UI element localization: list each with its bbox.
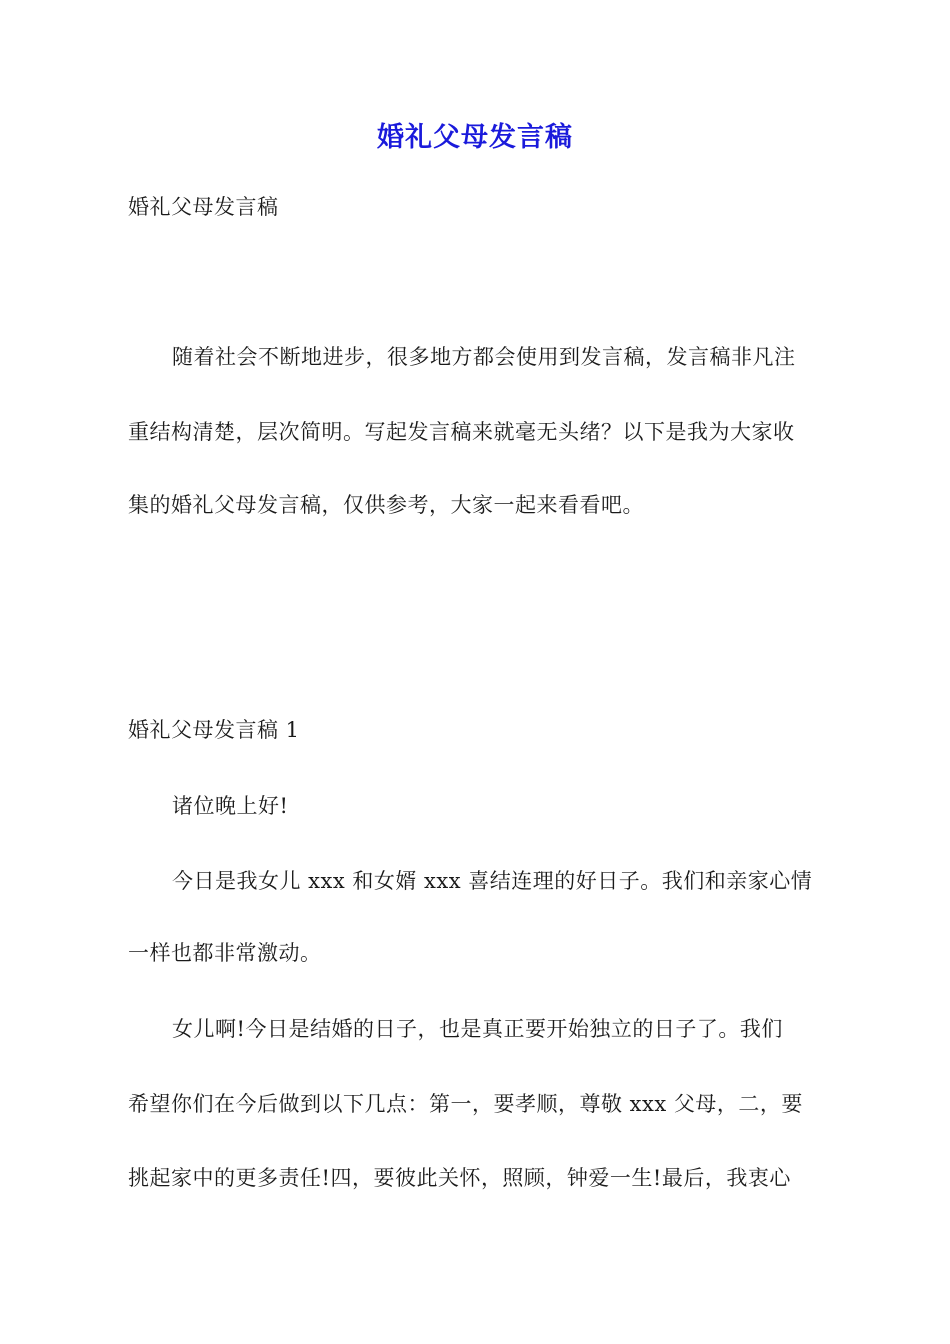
document-title: 婚礼父母发言稿 [377, 122, 573, 153]
para1-line-1: 今日是我女儿 xxx 和女婿 xxx 喜结连理的好日子。我们和亲家心情 [172, 869, 813, 893]
para2-line-3: 挑起家中的更多责任!四，要彼此关怀，照顾，钟爱一生!最后，我衷心 [128, 1166, 791, 1190]
para1-line-2: 一样也都非常激动。 [128, 941, 322, 965]
para2-line-1: 女儿啊!今日是结婚的日子，也是真正要开始独立的日子了。我们 [172, 1017, 783, 1041]
section-heading: 婚礼父母发言稿 1 [128, 718, 300, 742]
intro-line-1: 随着社会不断地进步，很多地方都会使用到发言稿，发言稿非凡注 [172, 345, 796, 369]
para2-line-2: 希望你们在今后做到以下几点：第一，要孝顺，尊敬 xxx 父母，二，要 [128, 1092, 803, 1116]
intro-line-2: 重结构清楚，层次简明。写起发言稿来就毫无头绪？以下是我为大家收 [128, 420, 795, 444]
intro-line-3: 集的婚礼父母发言稿，仅供参考，大家一起来看看吧。 [128, 493, 644, 517]
document-subtitle: 婚礼父母发言稿 [128, 195, 279, 219]
greeting-line: 诸位晚上好! [172, 794, 289, 818]
